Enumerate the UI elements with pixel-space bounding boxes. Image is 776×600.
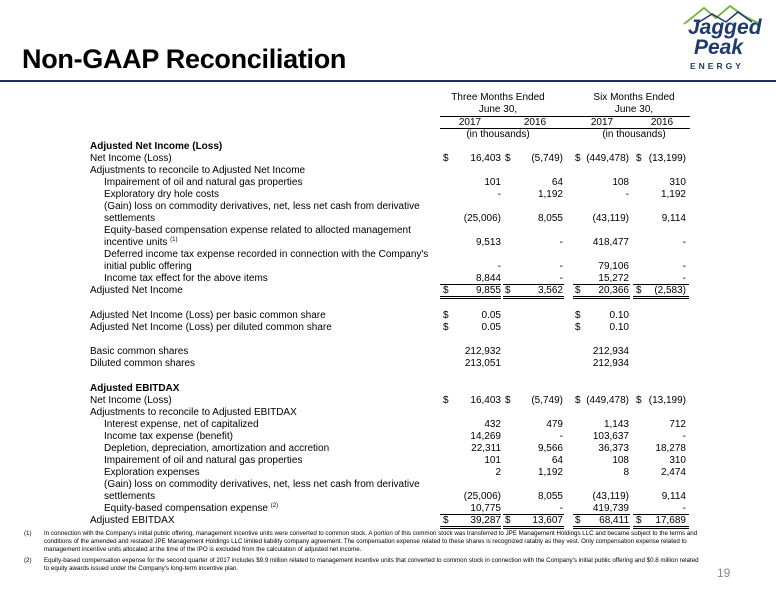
logo-word-3: ENERGY	[690, 61, 744, 71]
value-cell: 1,192	[537, 189, 563, 200]
logo-word-2: Peak	[694, 36, 744, 59]
value-cell: 2,474	[660, 467, 686, 478]
value-cell: 3,562	[537, 285, 563, 296]
value-cell: 419,739	[592, 503, 629, 514]
currency-symbol: $	[636, 515, 642, 526]
currency-symbol: $	[505, 395, 511, 406]
currency-symbol: $	[443, 285, 449, 296]
value-cell: 0.05	[481, 310, 501, 321]
total-row	[0, 285, 776, 297]
footnote-number: (2)	[24, 557, 32, 564]
value-cell: 16,403	[470, 395, 501, 406]
value-cell: (449,478)	[586, 153, 629, 164]
value-cell: 432	[484, 419, 501, 430]
value-cell: -	[682, 261, 686, 272]
table-row	[0, 189, 776, 201]
table-row	[0, 225, 776, 237]
currency-symbol: $	[575, 515, 581, 526]
value-cell: 64	[551, 177, 563, 188]
page-number: 19	[717, 566, 731, 580]
value-cell: 8,844	[475, 273, 501, 284]
value-cell: 103,637	[592, 431, 629, 442]
value-cell: 712	[669, 419, 686, 430]
year-col-1: 2017	[458, 117, 482, 128]
value-cell: (13,199)	[648, 395, 686, 406]
row-label: settlements	[104, 491, 156, 502]
value-cell: 1,192	[537, 467, 563, 478]
value-cell: 8	[623, 467, 629, 478]
value-cell: 18,278	[655, 443, 686, 454]
table-row	[0, 455, 776, 467]
row-label: Depletion, depreciation, amortization and accretion	[104, 443, 330, 454]
footnote-text: Equity-based compensation expense for the second quarter of 2017 includes $9.9 million related to management incentive units that converted to common stock in connection with the Company's initial public offering and $0.8 million related to equity awards issued under the Company's long-term incentive plan.	[44, 557, 699, 572]
currency-symbol: $	[575, 153, 581, 164]
value-cell: -	[559, 503, 563, 514]
value-cell: 479	[546, 419, 563, 430]
value-cell: (13,199)	[648, 153, 686, 164]
table-row	[0, 237, 776, 249]
value-cell: 15,272	[598, 273, 629, 284]
value-cell: 0.10	[609, 322, 629, 333]
currency-symbol: $	[636, 285, 642, 296]
value-cell: -	[559, 237, 563, 248]
title-underline	[0, 80, 776, 82]
table-row	[0, 177, 776, 189]
currency-symbol: $	[575, 322, 581, 333]
table-row	[0, 431, 776, 443]
table-row	[0, 249, 776, 261]
row-label: Adjusted Net Income	[90, 285, 183, 296]
value-cell: -	[625, 189, 629, 200]
total-row	[0, 515, 776, 527]
table-row	[0, 213, 776, 225]
value-cell: (5,749)	[531, 153, 563, 164]
value-cell: -	[497, 261, 501, 272]
currency-symbol: $	[636, 395, 642, 406]
value-cell: 9,855	[475, 285, 501, 296]
row-label: Exploratory dry hole costs	[104, 189, 220, 200]
footnote-text: In connection with the Company's initial public offering, management incentive units were converted to common stock. A portion of this common stock was transferred to JPE Management Holdings LLC and became subject to the terms and conditions of the amended and restated JPE Management Holdings LLC limited liability company agreement. The compensation expense related to these shares is recognized ratably as they vest. Only compensation expense related to management incentive units allocated at the time of the IPO is excluded from the calculation of adjusted net income.	[44, 530, 698, 553]
currency-symbol: $	[505, 515, 511, 526]
table-row	[0, 479, 776, 491]
value-cell: 212,934	[592, 358, 629, 369]
table-row	[0, 443, 776, 455]
currency-symbol: $	[443, 153, 449, 164]
row-label: Equity-based compensation expense related to allocted management	[104, 225, 411, 236]
row-label: Exploration expenses	[104, 467, 200, 478]
table-row	[0, 491, 776, 503]
table-row	[0, 467, 776, 479]
row-label: Interest expense, net of capitalized	[104, 419, 259, 430]
row-label: Adjusted Net Income (Loss) per basic common share	[90, 310, 326, 321]
footnote-ref: (1)	[170, 237, 178, 243]
value-cell: -	[682, 273, 686, 284]
value-cell: 418,477	[592, 237, 629, 248]
value-cell: 310	[669, 455, 686, 466]
currency-symbol: $	[575, 395, 581, 406]
value-cell: 0.05	[481, 322, 501, 333]
value-cell: -	[497, 189, 501, 200]
row-label: Equity-based compensation expense $^{(2)}$	[104, 503, 279, 514]
table-row	[0, 383, 776, 395]
table-row	[0, 310, 776, 322]
group2-subheader: June 30,	[614, 104, 654, 115]
group1-subheader: June 30,	[478, 104, 518, 115]
row-label: Adjusted EBITDAX	[90, 515, 175, 526]
row-label: incentive units $^{(1)}$	[104, 237, 178, 248]
value-cell: 9,566	[537, 443, 563, 454]
value-cell: 1,143	[603, 419, 629, 430]
value-cell: 20,366	[598, 285, 629, 296]
value-cell: 64	[551, 455, 563, 466]
value-cell: 14,269	[470, 431, 501, 442]
table-row	[0, 358, 776, 370]
value-cell: 310	[669, 177, 686, 188]
company-logo	[676, 4, 766, 76]
row-label: Adjustments to reconcile to Adjusted EBITDAX	[90, 407, 297, 418]
value-cell: -	[559, 431, 563, 442]
value-cell: 36,373	[598, 443, 629, 454]
table-row	[0, 141, 776, 153]
value-cell: (2,583)	[654, 285, 686, 296]
value-cell: 9,114	[661, 491, 686, 502]
value-cell: -	[559, 273, 563, 284]
value-cell: (5,749)	[531, 395, 563, 406]
currency-symbol: $	[575, 285, 581, 296]
value-cell: 10,775	[470, 503, 501, 514]
footnote-ref: (2)	[270, 503, 279, 509]
value-cell: 212,934	[592, 346, 629, 357]
value-cell: 101	[484, 455, 501, 466]
value-cell: 22,311	[471, 443, 501, 454]
table-row	[0, 261, 776, 273]
row-label: Adjusted EBITDAX	[90, 383, 180, 394]
table-row	[0, 165, 776, 177]
table-row	[0, 419, 776, 431]
value-cell: -	[559, 261, 563, 272]
row-label: Basic common shares	[90, 346, 189, 357]
year-col-4: 2016	[650, 117, 674, 128]
footnote-number: (1)	[24, 530, 32, 537]
value-cell: 108	[612, 455, 629, 466]
currency-symbol: $	[443, 322, 449, 333]
value-cell: 2	[495, 467, 501, 478]
value-cell: (43,119)	[592, 213, 629, 224]
value-cell: 101	[484, 177, 501, 188]
row-label: settlements	[104, 213, 156, 224]
value-cell: 17,689	[655, 515, 686, 526]
value-cell: 213,051	[464, 358, 501, 369]
value-cell: (43,119)	[592, 491, 629, 502]
table-row	[0, 395, 776, 407]
value-cell: 1,192	[660, 189, 686, 200]
row-label: Adjusted Net Income (Loss)	[90, 141, 223, 152]
logo-word-1: Jagged	[688, 16, 762, 39]
table-row	[0, 322, 776, 334]
currency-symbol: $	[575, 310, 581, 321]
value-cell: 9,114	[661, 213, 686, 224]
units-label-2: (in thousands)	[602, 129, 666, 140]
value-cell: 8,055	[537, 491, 563, 502]
value-cell: (449,478)	[586, 395, 629, 406]
row-label: Adjustments to reconcile to Adjusted Net Income	[90, 165, 306, 176]
row-label: (Gain) loss on commodity derivatives, net, less net cash from derivative	[104, 479, 420, 490]
table-row	[0, 407, 776, 419]
group1-header: Three Months Ended	[451, 92, 545, 103]
year-col-2: 2016	[523, 117, 547, 128]
row-label: Deferred income tax expense recorded in connection with the Company's	[104, 249, 429, 260]
value-cell: 0.10	[609, 310, 629, 321]
currency-symbol: $	[443, 395, 449, 406]
row-label: Income tax expense (benefit)	[104, 431, 233, 442]
currency-symbol: $	[505, 153, 511, 164]
currency-symbol: $	[443, 515, 449, 526]
row-label: Adjusted Net Income (Loss) per diluted common share	[90, 322, 332, 333]
row-label: initial public offering	[104, 261, 192, 272]
value-cell: 16,403	[470, 153, 501, 164]
row-label: (Gain) loss on commodity derivatives, net, less net cash from derivative	[104, 201, 420, 212]
value-cell: -	[682, 431, 686, 442]
value-cell: 8,055	[537, 213, 563, 224]
table-row	[0, 346, 776, 358]
value-cell: 13,607	[532, 515, 563, 526]
value-cell: (25,006)	[463, 213, 501, 224]
row-label: Diluted common shares	[90, 358, 196, 369]
page-title: Non-GAAP Reconciliation	[22, 44, 347, 74]
value-cell: -	[682, 503, 686, 514]
value-cell: 68,411	[599, 515, 629, 526]
row-label: Net Income (Loss)	[90, 395, 172, 406]
year-col-3: 2017	[590, 117, 614, 128]
currency-symbol: $	[505, 285, 511, 296]
value-cell: (25,006)	[463, 491, 501, 502]
value-cell: 212,932	[464, 346, 501, 357]
value-cell: 108	[612, 177, 629, 188]
value-cell: -	[682, 237, 686, 248]
row-label: Impairement of oil and natural gas properties	[104, 455, 303, 466]
row-label: Impairement of oil and natural gas properties	[104, 177, 303, 188]
currency-symbol: $	[443, 310, 449, 321]
row-label: Net Income (Loss)	[90, 153, 172, 164]
value-cell: 9,513	[475, 237, 501, 248]
currency-symbol: $	[636, 153, 642, 164]
units-label-1: (in thousands)	[466, 129, 530, 140]
value-cell: 39,287	[470, 515, 501, 526]
row-label: Income tax effect for the above items	[104, 273, 268, 284]
group2-header: Six Months Ended	[593, 92, 675, 103]
table-row	[0, 153, 776, 165]
value-cell: 79,106	[598, 261, 629, 272]
table-row	[0, 201, 776, 213]
